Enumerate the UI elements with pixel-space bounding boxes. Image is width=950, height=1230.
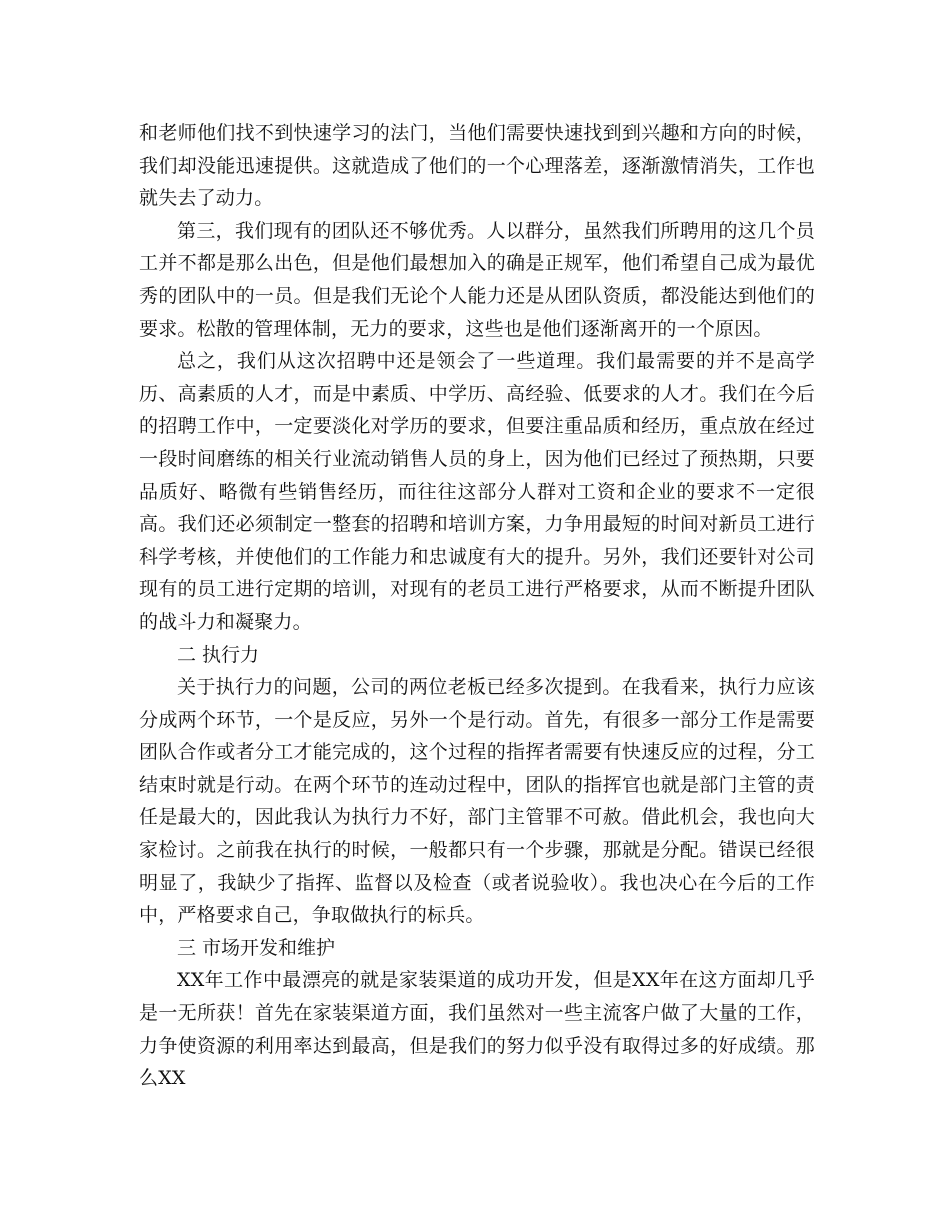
paragraph-1: 和老师他们找不到快速学习的法门，当他们需要快速找到到兴趣和方向的时候，我们却没能迅速提供。这就造成了他们的一个心理落差，逐渐激情消失，工作也就失去了动力。 bbox=[139, 122, 815, 210]
paragraph-5: XX年工作中最漂亮的就是家装渠道的成功开发，但是XX年在这方面却几乎是一无所获！首先在家装渠道方面，我们虽然对一些主流客户做了大量的工作，力争使资源的利用率达到最高，但是我们的努力似乎没有取得过多的好成绩。那么XX bbox=[139, 969, 815, 1090]
paragraph-2: 第三，我们现有的团队还不够优秀。人以群分，虽然我们所聘用的这几个员工并不都是那么出色，但是他们最想加入的确是正规军，他们希望自己成为最优秀的团队中的一员。但是我们无论个人能力还是从团队资质，都没能达到他们的要求。松散的管理体制，无力的要求，这些也是他们逐渐离开的一个原因。 bbox=[139, 219, 815, 340]
document-body bbox=[139, 117, 815, 1095]
section-heading-market: 三 市场开发和维护 bbox=[177, 936, 336, 959]
section-heading-execution: 二 执行力 bbox=[177, 643, 260, 666]
paragraph-4: 关于执行力的问题，公司的两位老板已经多次提到。在我看来，执行力应该分成两个环节，一个是反应，另外一个是行动。首先，有很多一部分工作是需要团队合作或者分工才能完成的，这个过程的指挥者需要有快速反应的过程，分工结束时就是行动。在两个环节的连动过程中，团队的指挥官也就是部门主管的责任是最大的，因此我认为执行力不好，部门主管罪不可赦。借此机会，我也向大家检讨。之前我在执行的时候，一般都只有一个步骤，那就是分配。错误已经很明显了，我缺少了指挥、监督以及检查（或者说验收）。我也决心在今后的工作中，严格要求自己，争取做执行的标兵。 bbox=[139, 676, 815, 927]
paragraph-3: 总之，我们从这次招聘中还是领会了一些道理。我们最需要的并不是高学历、高素质的人才，而是中素质、中学历、高经验、低要求的人才。我们在今后的招聘工作中，一定要淡化对学历的要求，但要注重品质和经历，重点放在经过一段时间磨练的相关行业流动销售人员的身上，因为他们已经过了预热期，只要品质好、略微有些销售经历，而往往这部分人群对工资和企业的要求不一定很高。我们还必须制定一整套的招聘和培训方案，力争用最短的时间对新员工进行科学考核，并使他们的工作能力和忠诚度有大的提升。另外，我们还要针对公司现有的员工进行定期的培训，对现有的老员工进行严格要求，从而不断提升团队的战斗力和凝聚力。 bbox=[139, 350, 815, 633]
